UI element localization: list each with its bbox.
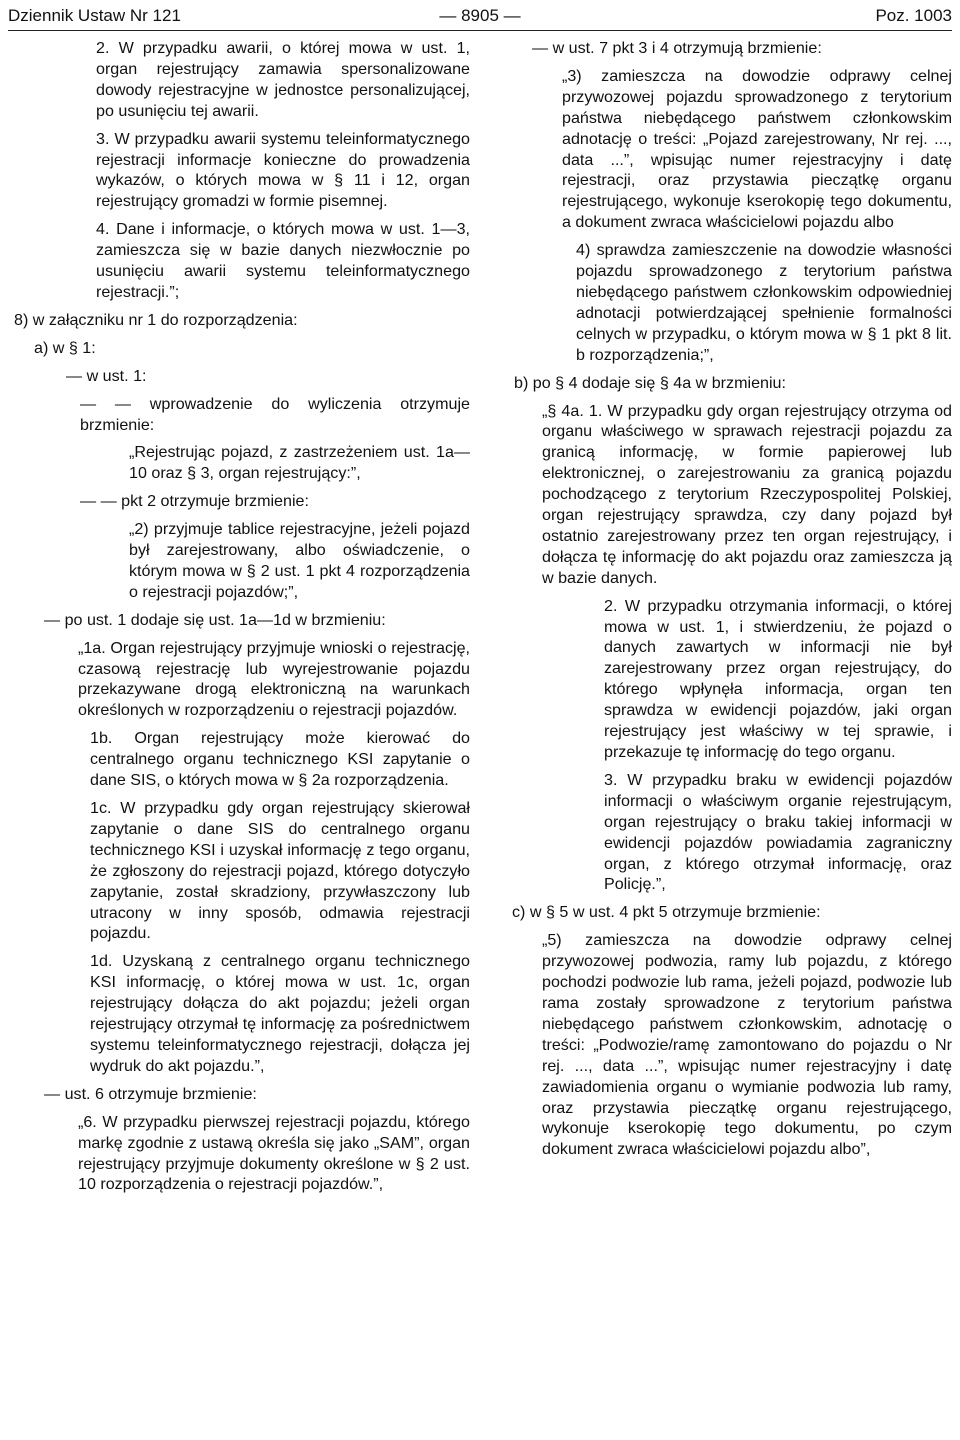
- left-paragraph: 1b. Organ rejestrujący może kierować do centralnego organu technicznego KSI zapytanie o dane SIS, o których mowa w § 2a rozporządzenia.: [90, 729, 470, 790]
- page-header: [8, 6, 952, 32]
- left-paragraph: a) w § 1:: [34, 338, 96, 357]
- right-paragraph: 4) sprawdza zamieszczenie na dowodzie własności pojazdu sprowadzonego z terytorium państwa niebędącego państwem członkowskim odpowiedniej adnotacji potwierdzającej spełnienie formalności celnych w przypadku, o którym mowa w § 1 pkt 8 lit. b rozporządzenia;”,: [576, 241, 952, 364]
- right-paragraph: „3) zamieszcza na dowodzie odprawy celnej przywozowej pojazdu sprowadzonego z terytorium państwa niebędącego państwem członkowskim adnotację o treści: „Pojazd zarejestrowany, Nr rej. ..., data ...”, wpisując numer rejestracyjny i datę rejestracji, oraz przystawia pieczątkę organu rejestrującego, wykonuje kserokopię tego dokumentu, a dokument zwraca właścicielowi pojazdu albo: [562, 66, 952, 232]
- position-number: Poz. 1003: [875, 6, 952, 25]
- left-paragraph: „1a. Organ rejestrujący przyjmuje wnioski o rejestrację, czasową rejestrację lub wyrejestrowanie pojazdu przekazywane drogą elektroniczną na warunkach określonych w rozporządzeniu o rejestracji pojazdów.: [78, 638, 470, 720]
- left-paragraph: 2. W przypadku awarii, o której mowa w ust. 1, organ rejestrujący zamawia spersonalizowane dowody rejestracyjne w jednostce personalizującej, po usunięciu tej awarii.: [96, 39, 470, 120]
- journal-title: Dziennik Ustaw Nr 121: [8, 6, 181, 25]
- left-paragraph: „Rejestrując pojazd, z zastrzeżeniem ust. 1a—10 oraz § 3, organ rejestrujący:”,: [129, 443, 470, 483]
- left-paragraph: 1c. W przypadku gdy organ rejestrujący skierował zapytanie o dane SIS do centralnego organu technicznego KSI i uzyskał informację z tego organu, że zgłoszony do rejestracji pojazd, którego dotyczyło zapytanie, został skradziony, przywłaszczony lub utracony w inny sposób, odmawia rejestracji pojazdu.: [90, 799, 470, 943]
- left-paragraph: „6. W przypadku pierwszej rejestracji pojazdu, którego markę zgodnie z ustawą określa się jako „SAM”, organ rejestrujący przyjmuje dokumenty określone w § 2 ust. 10 rozporządzenia o rejestracji pojazdów.”,: [78, 1112, 470, 1194]
- left-paragraph: 1d. Uzyskaną z centralnego organu technicznego KSI informację, o której mowa w ust. 1c, organ rejestrujący dołącza do akt pojazdu; jeżeli organ rejestrujący otrzymał tę informację za pośrednictwem systemu teleinformatycznego rejestracji, dołącza jej wydruk do akt pojazdu.”,: [90, 952, 470, 1075]
- right-paragraph: „§ 4a. 1. W przypadku gdy organ rejestrujący otrzyma od organu właściwego w sprawach rejestracji pojazdu za granicą informację, w formie papierowej lub elektronicznej, o zarejestrowaniu za granicą pojazdu pochodzącego z terytorium Rzeczypospolitej Polskiej, organ rejestrujący sprawdza, czy dany pojazd był ostatnio zarejestrowany przez ten organ rejestrujący, i dołącza tę informację do akt pojazdu oraz zamieszcza ją w bazie danych.: [542, 401, 952, 587]
- left-paragraph: 8) w załączniku nr 1 do rozporządzenia:: [14, 310, 298, 329]
- left-paragraph: — — wprowadzenie do wyliczenia otrzymuje brzmienie:: [80, 394, 470, 434]
- page-number: — 8905 —: [439, 6, 521, 25]
- left-paragraph: 3. W przypadku awarii systemu teleinformatycznego rejestracji informacje konieczne do prowadzenia wykazów, o których mowa w § 11 i 12, organ rejestrujący gromadzi w formie pisemnej.: [96, 129, 470, 211]
- right-paragraph: c) w § 5 w ust. 4 pkt 5 otrzymuje brzmienie:: [512, 903, 821, 922]
- left-paragraph: „2) przyjmuje tablice rejestracyjne, jeżeli pojazd był zarejestrowany, albo oświadczenie, o którym mowa w § 2 ust. 1 pkt 4 rozporządzenia o rejestracji pojazdów;”,: [129, 520, 470, 601]
- right-paragraph: — w ust. 7 pkt 3 i 4 otrzymują brzmienie:: [532, 39, 822, 57]
- left-paragraph: 4. Dane i informacje, o których mowa w ust. 1—3, zamieszcza się w bazie danych niezwłocznie po usunięciu awarii systemu teleinformatycznego rejestracji.”;: [96, 220, 470, 301]
- left-paragraph: — ust. 6 otrzymuje brzmienie:: [44, 1084, 257, 1103]
- header-rule: [8, 30, 952, 31]
- right-paragraph: „5) zamieszcza na dowodzie odprawy celnej przywozowej podwozia, ramy lub pojazdu, z którego pochodzi podwozie lub rama, jeżeli pojazd, podwozie lub rama zostały sprowadzone z terytorium państwa niebędącego państwem członkowskim, adnotację o treści: „Podwozie/ramę zamontowano do pojazdu o Nr rej. ..., data ...”, wpisując numer rejestracyjny i datę zawiadomienia organu o wymianie podwozia lub ramy, oraz przystawia pieczątkę organu rejestrującego, wykonuje kserokopię tego dokumentu, po czym dokument zwraca właścicielowi pojazdu albo”,: [542, 931, 952, 1159]
- right-paragraph: 3. W przypadku braku w ewidencji pojazdów informacji o właściwym organie rejestrującym, organ rejestrujący o braku takiej informacji w ewidencji pojazdów powiadamia zagraniczny organ, z którego otrzymał informację, oraz Policję.”,: [604, 770, 952, 894]
- right-paragraph: b) po § 4 dodaje się § 4a w brzmieniu:: [514, 373, 786, 392]
- right-paragraph: 2. W przypadku otrzymania informacji, o której mowa w ust. 1, i stwierdzeniu, że pojazd o danych zawartych w informacji nie był zarejestrowany przez organ rejestrujący, do którego wpłynęła informacja, organ ten sprawdza w ewidencji pojazdów, jaki organ rejestrujący jest właściwy w tej sprawie, i przekazuje tę informację do tego organu.: [604, 596, 952, 761]
- left-paragraph: — w ust. 1:: [66, 366, 147, 385]
- left-paragraph: — — pkt 2 otrzymuje brzmienie:: [80, 492, 309, 511]
- right-column: [512, 38, 952, 1160]
- left-paragraph: — po ust. 1 dodaje się ust. 1a—1d w brzmieniu:: [44, 610, 386, 629]
- left-column: [14, 38, 470, 1195]
